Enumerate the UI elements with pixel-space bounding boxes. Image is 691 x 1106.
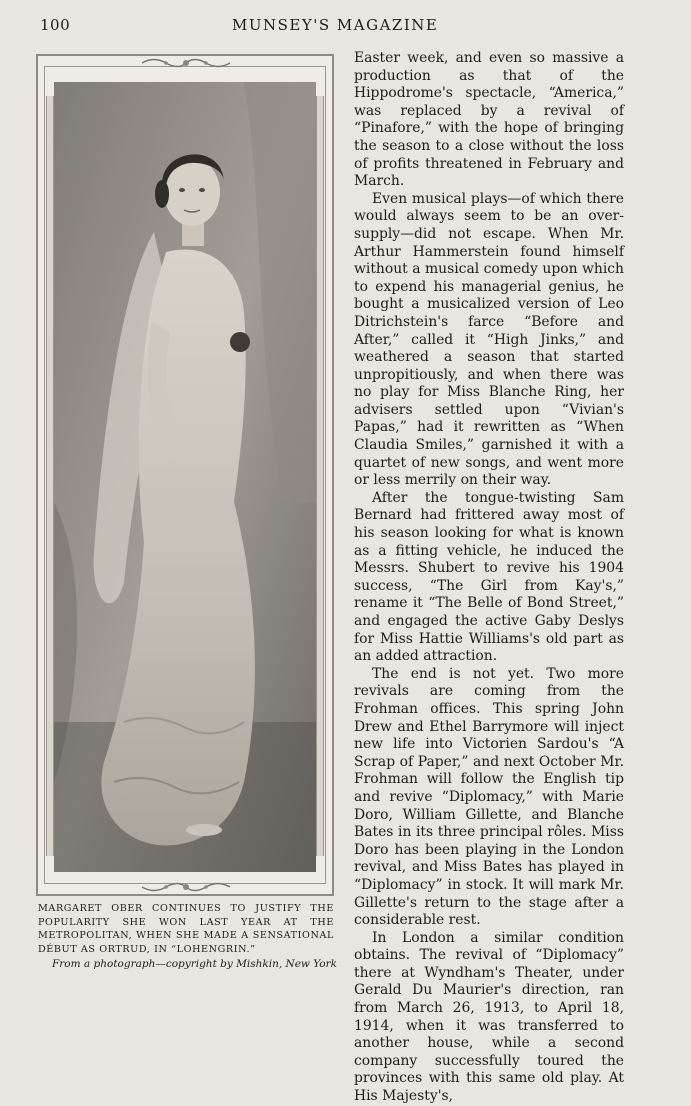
ornament-top-icon <box>138 56 234 70</box>
portrait-photo <box>54 82 316 872</box>
frame-side-bar-right <box>316 96 324 856</box>
article-paragraph: Easter week, and even so massive a production as that of the Hippodrome's spectacle, “America,” was replaced by a revival of “Pinafore,” with the hope of bringing the season to a close without the loss of profits threatened in February and March. <box>354 50 624 190</box>
article-column <box>354 50 624 1106</box>
figure-caption: MARGARET OBER CONTINUES TO JUSTIFY THE POPULARITY SHE WON LAST YEAR AT THE METROPOLITAN, WHEN SHE MADE A SENSATIONAL DÉBUT AS ORTRUD, IN “LOHENGRIN.” <box>38 903 334 955</box>
photo-credit: From a photograph—copyright by Mishkin, New York <box>52 958 337 970</box>
photo-frame <box>36 54 334 896</box>
ornament-bottom-icon <box>138 880 234 894</box>
article-paragraph: Even musical plays—of which there would always seem to be an over-supply—did not escape. When Mr. Arthur Hammerstein found himself without a musical comedy upon which to expend his managerial genius, he bought a musicalized version of Leo Ditrichstein's farce “Before and After,” called it “High Jinks,” and weathered a season that started unpropitiously, and when there was no play for Miss Blanche Ring, her advisers settled upon “Vivian's Papas,” had it rewritten as “When Claudia Smiles,” garnished it with a quartet of new songs, and went more or less merrily on their way. <box>354 190 624 489</box>
frame-side-bar-left <box>46 96 54 856</box>
article-paragraph: In London a similar condition obtains. The revival of “Diplomacy” there at Wyndham's Theater, under Gerald Du Maurier's direction, ran from March 26, 1913, to April 18, 1914, when it was transferred to another house, while a second company successfully toured the provinces with this same old play. At His Majesty's, <box>354 929 624 1105</box>
page-number: 100 <box>40 16 71 34</box>
running-head: MUNSEY'S MAGAZINE <box>232 16 439 34</box>
article-paragraph: After the tongue-twisting Sam Bernard had frittered away most of his season looking for what is known as a fitting vehicle, he induced the Messrs. Shubert to revive his 1904 success, “The Girl from Kay's,” rename it “The Belle of Bond Street,” and engaged the active Gaby Deslys for Miss Hattie Williams's old part as an added attraction. <box>354 489 624 665</box>
article-paragraph: The end is not yet. Two more revivals are coming from the Frohman offices. This spring John Drew and Ethel Barrymore will inject new life into Victorien Sardou's “A Scrap of Paper,” and next October Mr. Frohman will follow the English tip and revive “Diplomacy,” with Marie Doro, William Gillette, and Blanche Bates in its three principal rôles. Miss Doro has been playing in the London revival, and Miss Bates has played in “Diplomacy” in stock. It will mark Mr. Gillette's return to the stage after a considerable rest. <box>354 665 624 929</box>
